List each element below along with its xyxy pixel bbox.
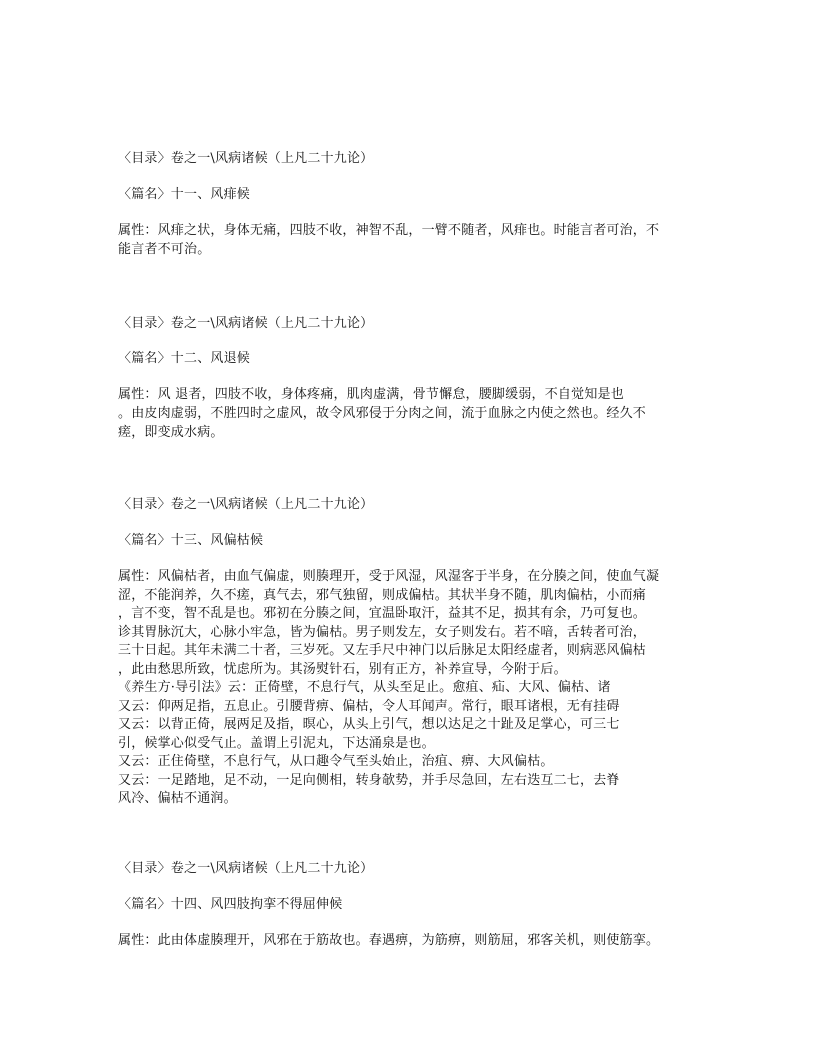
section-title: 〈篇名〉十三、风偏枯候: [118, 533, 264, 548]
body-line: 又云：一足踏地，足不动，一足向侧相，转身欹势，并手尽急回，左右迭互二七，去脊: [118, 773, 620, 788]
body-line: 属性：风痱之状，身体无痛，四肢不收，神智不乱，一臂不随者，风痱也。时能言者可治，不: [118, 223, 660, 238]
section-directory: 〈目录〉卷之一\风病诸候（上凡二十九论）: [118, 497, 374, 512]
body-line: 能言者不可治。: [118, 242, 211, 257]
body-line: 三十日起。其年未满二十者，三岁死。又左手尺中神门以后脉足太阳经虚者，则病恶风偏枯: [118, 643, 647, 658]
body-line: 引，候掌心似受气止。盖谓上引泥丸，下达涌泉是也。: [118, 736, 435, 751]
body-line: 《养生方·导引法》云：正倚壁，不息行气，从头至足止。愈疽、疝、大风、偏枯、诸: [118, 680, 611, 695]
body-line: 又云：正住倚壁，不息行气，从口趣令气至头始止，治疽、痹、大风偏枯。: [118, 754, 554, 769]
section-title: 〈篇名〉十四、风四肢拘挛不得屈伸候: [118, 897, 343, 912]
body-line: 瘥，即变成水病。: [118, 425, 224, 440]
section-title: 〈篇名〉十一、风痱候: [118, 187, 251, 202]
body-line: 属性：风 退者，四肢不收，身体疼痛，肌肉虚满，骨节懈怠，腰脚缓弱，不自觉知是也: [118, 387, 624, 402]
body-line: 属性：风偏枯者，由血气偏虚，则腠理开，受于风湿，风湿客于半身，在分腠之间，使血气凝: [118, 569, 660, 584]
body-line: 涩，不能润养，久不瘥，真气去，邪气独留，则成偏枯。其状半身不随，肌肉偏枯，小而痛: [118, 588, 647, 603]
body-line: 。由皮肉虚弱，不胜四时之虚风，故令风邪侵于分肉之间，流于血脉之内使之然也。经久不: [118, 406, 647, 421]
body-line: 诊其胃脉沉大，心脉小牢急，皆为偏枯。男子则发左，女子则发右。若不喑，舌转者可治，: [118, 625, 647, 640]
section-directory: 〈目录〉卷之一\风病诸候（上凡二十九论）: [118, 316, 374, 331]
body-line: ，此由愁思所致，忧虑所为。其汤熨针石，别有正方，补养宣导，今附于后。: [118, 662, 567, 677]
body-line: 又云：以背正倚，展两足及指，暝心，从头上引气，想以达足之十趾及足掌心，可三七: [118, 717, 620, 732]
section-directory: 〈目录〉卷之一\风病诸候（上凡二十九论）: [118, 861, 374, 876]
section-directory: 〈目录〉卷之一\风病诸候（上凡二十九论）: [118, 151, 374, 166]
body-line: ，言不变，智不乱是也。邪初在分腠之间，宜温卧取汗，益其不足，损其有余，乃可复也。: [118, 606, 647, 621]
body-line: 风冷、偏枯不通润。: [118, 791, 237, 806]
body-line: 又云：仰两足指，五息止。引腰背痹、偏枯，令人耳闻声。常行，眼耳诸根，无有挂碍: [118, 699, 620, 714]
body-line: 属性：此由体虚腠理开，风邪在于筋故也。春遇痹，为筋痹，则筋屈，邪客关机，则使筋挛。: [118, 933, 660, 948]
section-title: 〈篇名〉十二、风退候: [118, 351, 251, 366]
